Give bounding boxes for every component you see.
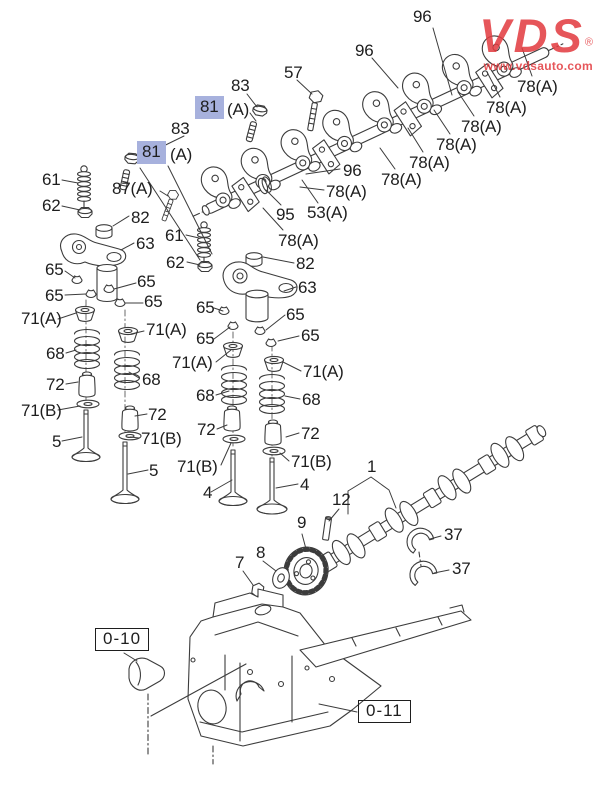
valve-column-3-drawing [219, 307, 247, 506]
vds-website-text: www.vdsauto.com [483, 59, 593, 73]
part-label-num71b-c4: 71(B) [291, 452, 332, 471]
part-label-num72-c1: 72 [46, 375, 65, 394]
part-label-num96-c: 96 [343, 161, 362, 180]
bearing-cap-0-10-drawing [129, 658, 165, 690]
part-label-num61-b: 61 [165, 226, 184, 245]
registered-mark: ® [584, 36, 593, 49]
part-label-num78a-7: 78(A) [326, 182, 367, 201]
part-label-num78a-2: 78(A) [486, 98, 527, 117]
part-label-ref-0-10[interactable]: 0-10 [95, 628, 149, 651]
part-label-num4-c4: 4 [300, 475, 310, 494]
part-label-num78a-5: 78(A) [409, 153, 450, 172]
part-label-num65-c1b: 65 [45, 286, 64, 305]
valve-column-2-drawing [104, 285, 141, 504]
part-label-num61-a: 61 [42, 170, 61, 189]
part-label-num72-c2: 72 [148, 405, 167, 424]
part-label-num81-b-suffix: (A) [170, 145, 193, 164]
part-label-num96-b: 96 [355, 41, 374, 60]
part-label-num63-a: 63 [136, 234, 155, 253]
part-label-num72-c3: 72 [197, 420, 216, 439]
stud-81-drawing [246, 121, 257, 142]
part-label-num1: 1 [367, 457, 377, 476]
bolt-87-drawing [159, 188, 180, 222]
part-label-num65-c4b: 65 [301, 326, 320, 345]
camshaft-drawing [249, 417, 552, 605]
part-label-num8: 8 [256, 543, 266, 562]
part-label-num83-b: 83 [171, 119, 190, 138]
part-label-num12: 12 [332, 490, 351, 509]
part-label-num57: 57 [284, 63, 303, 82]
vds-logo [479, 9, 593, 73]
part-label-num5-c1: 5 [52, 432, 62, 451]
part-label-num5-c2: 5 [149, 461, 159, 480]
part-label-num65-c2b: 65 [144, 292, 163, 311]
valve-column-4-drawing [255, 327, 287, 514]
part-label-num62-b: 62 [166, 253, 185, 272]
part-label-num65-c3b: 65 [196, 329, 215, 348]
part-label-num71b-c3: 71(B) [177, 457, 218, 476]
part-label-num71a-c3: 71(A) [172, 353, 213, 372]
bearing-shells-drawing [402, 523, 438, 586]
part-label-num71b-c2: 71(B) [141, 429, 182, 448]
part-label-num65-c1a: 65 [45, 260, 64, 279]
part-label-num78a-3: 78(A) [461, 117, 502, 136]
part-label-num37-b: 37 [452, 559, 471, 578]
part-label-num63-b: 63 [298, 278, 317, 297]
part-label-num9: 9 [297, 513, 307, 532]
part-label-num7: 7 [235, 553, 245, 572]
part-label-num83-a: 83 [231, 76, 250, 95]
vds-logo-text: VDS [479, 9, 585, 62]
part-label-num81-a[interactable]: 81 [195, 96, 224, 119]
part-label-ref-0-11[interactable]: 0-11 [358, 700, 411, 723]
part-label-num72-c4: 72 [301, 424, 320, 443]
part-label-num81-b[interactable]: 81 [137, 141, 166, 164]
part-label-num82-b: 82 [296, 254, 315, 273]
part-label-num96-a: 96 [413, 7, 432, 26]
part-label-num68-c4: 68 [302, 390, 321, 409]
part-label-num71b-c1: 71(B) [21, 401, 62, 420]
part-label-num68-c3: 68 [196, 386, 215, 405]
part-label-num68-c2: 68 [142, 370, 161, 389]
part-label-num71a-c4: 71(A) [303, 362, 344, 381]
valve-column-1-drawing [72, 276, 100, 462]
nut-83-drawing [252, 104, 268, 116]
cylinder-head-drawing [129, 589, 471, 764]
part-label-num68-c1: 68 [46, 344, 65, 363]
part-label-num82-a: 82 [131, 208, 150, 227]
part-label-num78a-6: 78(A) [381, 170, 422, 189]
bolt-57-drawing [304, 89, 324, 131]
part-label-num95: 95 [276, 205, 295, 224]
part-label-num62-a: 62 [42, 196, 61, 215]
part-label-num37-a: 37 [444, 525, 463, 544]
part-label-num53a: 53(A) [307, 203, 348, 222]
part-label-num65-c3a: 65 [196, 298, 215, 317]
part-label-num71a-c2: 71(A) [146, 320, 187, 339]
part-label-num78a-8: 78(A) [278, 231, 319, 250]
part-label-num87a: 87(A) [112, 179, 153, 198]
part-label-num81-a-suffix: (A) [227, 100, 250, 119]
part-label-num78a-4: 78(A) [436, 135, 477, 154]
part-label-num4-c3: 4 [203, 483, 213, 502]
part-label-num65-c4a: 65 [286, 305, 305, 324]
part-label-num65-c2a: 65 [137, 272, 156, 291]
part-label-num71a-c1: 71(A) [21, 309, 62, 328]
part-label-num78a-1: 78(A) [517, 77, 558, 96]
